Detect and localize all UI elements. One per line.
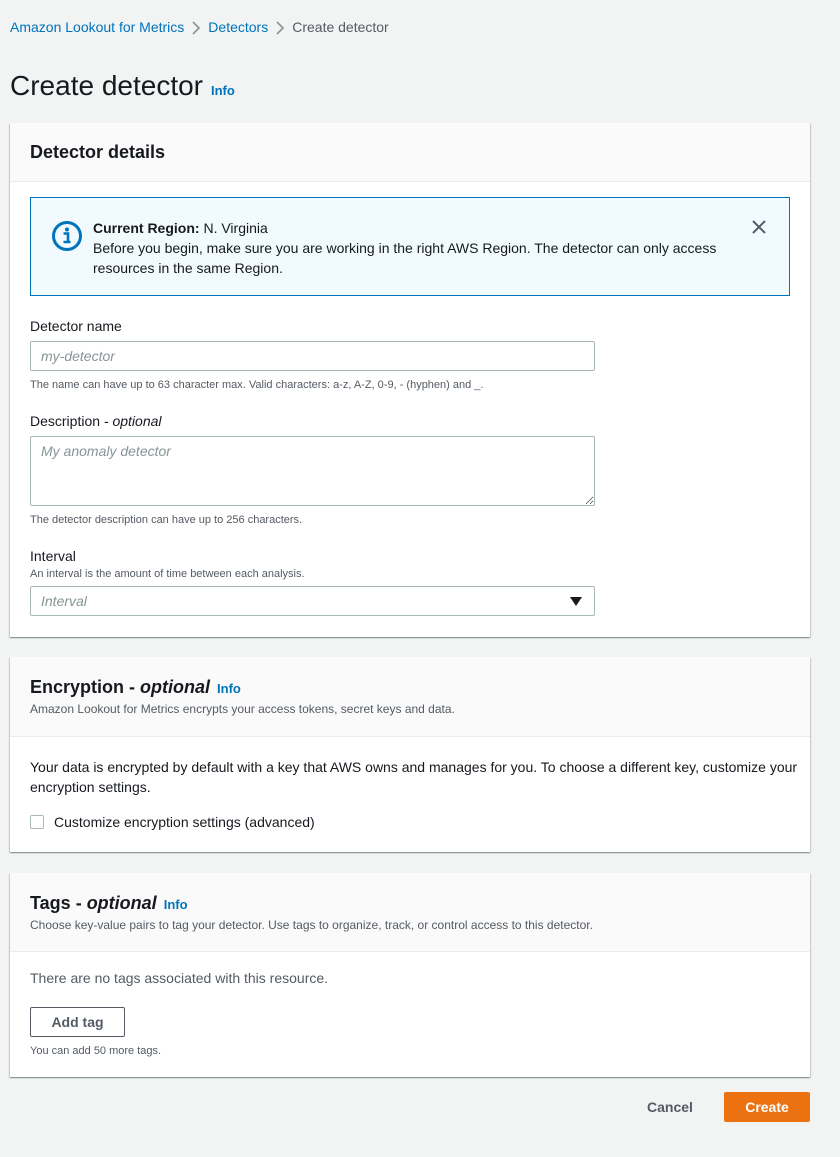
- detector-name-label: Detector name: [30, 318, 122, 334]
- tags-title: Tags - optional Info: [30, 893, 188, 913]
- encryption-body-text: Your data is encrypted by default with a key that AWS owns and manages for you. To choose a different key, customize your encryption settings.: [30, 759, 798, 795]
- detector-name-input[interactable]: [30, 341, 595, 371]
- encryption-title-text: Encryption: [30, 677, 125, 697]
- tags-panel: [10, 873, 810, 1077]
- chevron-right-icon: [268, 19, 292, 35]
- tags-empty-text: There are no tags associated with this resource.: [30, 970, 329, 986]
- close-icon[interactable]: [751, 219, 767, 235]
- detector-details-header: [10, 123, 810, 182]
- customize-encryption-checkbox-row[interactable]: [30, 814, 315, 830]
- tags-title-text: Tags: [30, 893, 71, 913]
- encryption-header: [10, 657, 810, 737]
- tags-description: Choose key-value pairs to tag your detector. Use tags to organize, track, or control access to this detector.: [30, 918, 593, 932]
- region-alert-text: [93, 218, 729, 278]
- customize-encryption-checkbox[interactable]: [30, 815, 44, 829]
- tags-header: [10, 873, 810, 952]
- region-label: Current Region:: [93, 220, 200, 236]
- page-info-link[interactable]: Info: [211, 83, 235, 98]
- info-circle-icon: [51, 220, 83, 252]
- description-textarea[interactable]: [30, 436, 595, 506]
- region-alert: [30, 197, 790, 296]
- interval-label: Interval: [30, 548, 76, 564]
- caret-down-icon: [570, 597, 582, 606]
- tags-info-link[interactable]: Info: [163, 897, 188, 912]
- chevron-right-icon: [184, 19, 208, 35]
- tags-optional: optional: [86, 893, 157, 913]
- encryption-description: Amazon Lookout for Metrics encrypts your access tokens, secret keys and data.: [30, 702, 455, 716]
- page-header: [10, 70, 235, 102]
- description-hint: The detector description can have up to 256 characters.: [30, 514, 303, 526]
- breadcrumb: [10, 18, 389, 36]
- breadcrumb-link-lookout[interactable]: Amazon Lookout for Metrics: [10, 19, 185, 35]
- breadcrumb-link-detectors[interactable]: Detectors: [208, 19, 269, 35]
- cancel-button[interactable]: Cancel: [632, 1092, 708, 1122]
- tags-limit-hint: You can add 50 more tags.: [30, 1045, 162, 1057]
- detector-details-panel: [10, 123, 810, 637]
- encryption-info-link[interactable]: Info: [217, 681, 241, 696]
- region-value: N. Virginia: [203, 220, 268, 236]
- breadcrumb-current: Create detector: [292, 19, 389, 35]
- encryption-panel: [10, 657, 810, 852]
- region-message: Before you begin, make sure you are working in the right AWS Region. The detector can only access resources in the same Region.: [93, 240, 717, 276]
- interval-select-placeholder: Interval: [41, 593, 87, 609]
- page-title: Create detector: [10, 70, 203, 101]
- interval-hint: An interval is the amount of time between each analysis.: [30, 568, 305, 580]
- description-label-text: Description: [30, 413, 101, 429]
- interval-select[interactable]: [30, 586, 595, 616]
- description-label: [30, 413, 162, 429]
- customize-encryption-label: Customize encryption settings (advanced): [54, 814, 315, 830]
- encryption-title: Encryption - optional Info: [30, 677, 241, 697]
- detector-details-title: Detector details: [30, 141, 166, 162]
- detector-name-hint: The name can have up to 63 character max. Valid characters: a-z, A-Z, 0-9, - (hyphen) and _.: [30, 379, 484, 391]
- create-button[interactable]: Create: [724, 1092, 810, 1122]
- encryption-optional: optional: [140, 677, 211, 697]
- add-tag-button[interactable]: Add tag: [30, 1007, 125, 1037]
- description-optional: - optional: [103, 413, 162, 429]
